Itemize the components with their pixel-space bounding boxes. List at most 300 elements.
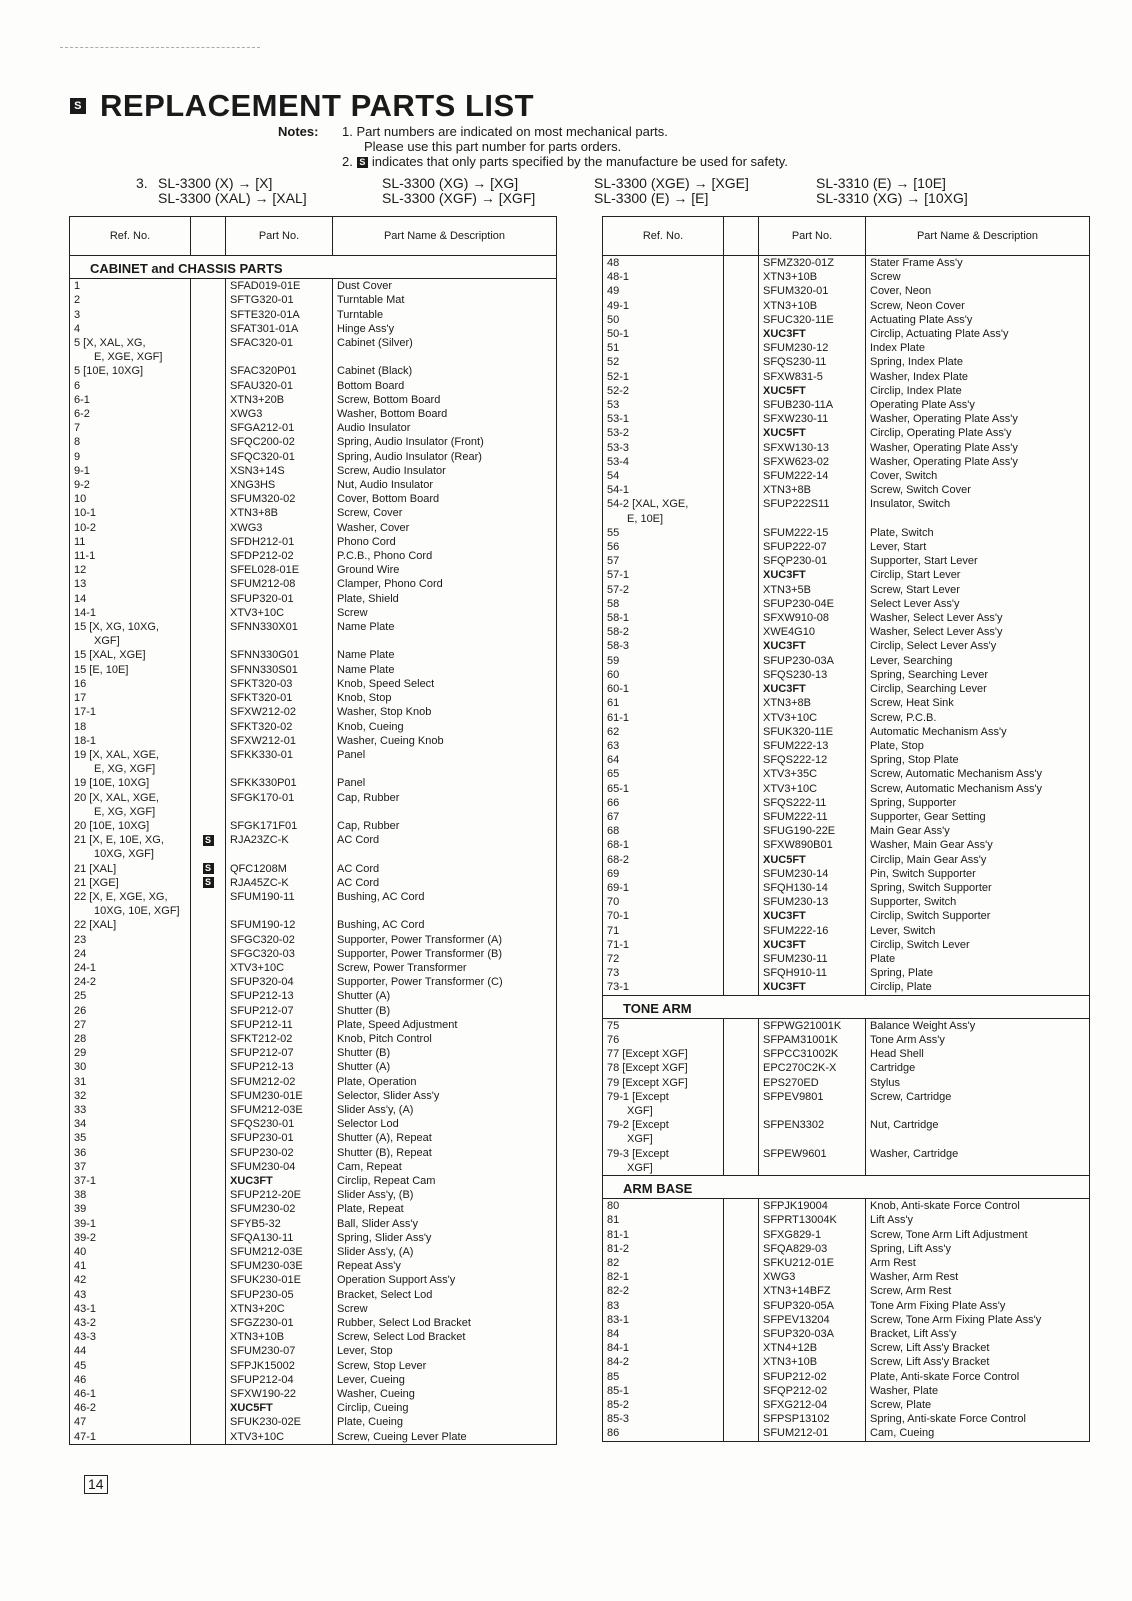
part-number: XWE4G10 (759, 625, 866, 639)
part-description (866, 1132, 1090, 1146)
safety-mark (724, 1076, 759, 1090)
part-number: SFUM230-03E (226, 1259, 333, 1273)
ref-number: 26 (74, 1004, 87, 1017)
table-row (603, 611, 1090, 625)
part-description: Screw, Cover (333, 506, 557, 520)
part-number: XTN3+14BFZ (759, 1284, 866, 1298)
safety-mark (191, 592, 226, 606)
part-number: SFGC320-03 (226, 947, 333, 961)
safety-mark (724, 1018, 759, 1033)
ref-number: 9-1 (74, 464, 90, 477)
part-number: SFUP212-13 (226, 989, 333, 1003)
safety-mark (724, 1256, 759, 1270)
safety-mark (724, 867, 759, 881)
part-number (759, 512, 866, 526)
part-description: Circlip, Main Gear Ass'y (866, 853, 1090, 867)
safety-mark-icon: S (357, 157, 368, 168)
part-description: Spring, Supporter (866, 796, 1090, 810)
safety-mark (724, 1398, 759, 1412)
safety-mark (191, 876, 226, 890)
part-description: Lever, Start (866, 540, 1090, 554)
part-description: Screw, Tone Arm Fixing Plate Ass'y (866, 1313, 1090, 1327)
table-row (603, 583, 1090, 597)
part-description: Washer, Operating Plate Ass'y (866, 455, 1090, 469)
part-number: SFUM222-11 (759, 810, 866, 824)
table-row (70, 492, 557, 506)
table-row (603, 455, 1090, 469)
safety-mark (191, 1288, 226, 1302)
ref-number: 71 (607, 924, 620, 937)
table-row (603, 895, 1090, 909)
part-description: Hinge Ass'y (333, 322, 557, 336)
part-number: SFKT320-02 (226, 720, 333, 734)
part-description: Circlip, Searching Lever (866, 682, 1090, 696)
ref-number: 52-1 (607, 370, 630, 383)
ref-number: 24-1 (74, 961, 97, 974)
part-number: SFUM222-13 (759, 739, 866, 753)
ref-number: 1 (74, 280, 81, 293)
safety-mark (191, 506, 226, 520)
ref-number: 70 (607, 896, 620, 909)
part-description: Dust Cover (333, 279, 557, 294)
table-row (70, 1103, 557, 1117)
safety-mark (724, 909, 759, 923)
ref-number: 43-1 (74, 1302, 97, 1315)
table-row (603, 1047, 1090, 1061)
table-row (70, 364, 557, 378)
table-row (70, 748, 557, 762)
part-description (333, 904, 557, 918)
part-number: SFGZ230-01 (226, 1316, 333, 1330)
part-description: Lever, Cueing (333, 1373, 557, 1387)
part-description: Selector Lod (333, 1117, 557, 1131)
ref-number: 13 (74, 578, 87, 591)
table-row (603, 1313, 1090, 1327)
model-map-xal: SL-3300 (XAL) → [XAL] (158, 190, 307, 206)
part-description: Cap, Rubber (333, 819, 557, 833)
table-row (70, 648, 557, 662)
table-row (603, 355, 1090, 369)
table-row (70, 1231, 557, 1245)
safety-mark (191, 535, 226, 549)
safety-mark (191, 1259, 226, 1273)
part-description: Screw, Audio Insulator (333, 464, 557, 478)
part-number: XUC3FT (759, 327, 866, 341)
ref-number: 63 (607, 739, 620, 752)
part-number: XTN3+20B (226, 393, 333, 407)
ref-number: 58-3 (607, 640, 630, 653)
part-number: XTN3+5B (759, 583, 866, 597)
ref-number: 47 (74, 1416, 87, 1429)
part-number: XTV3+10C (759, 711, 866, 725)
table-row (603, 824, 1090, 838)
part-number: SFTE320-01A (226, 308, 333, 322)
ref-number: 37-1 (74, 1175, 97, 1187)
safety-mark (724, 284, 759, 298)
safety-mark (191, 791, 226, 805)
part-number: SFUP212-13 (226, 1060, 333, 1074)
table-row (70, 705, 557, 719)
safety-mark (724, 1228, 759, 1242)
part-number: SFUP230-01 (226, 1131, 333, 1145)
table-row (603, 881, 1090, 895)
part-number: SFXW130-13 (759, 441, 866, 455)
part-number: SFUM222-15 (759, 526, 866, 540)
table-row (70, 805, 557, 819)
table-row (70, 606, 557, 620)
part-description (333, 350, 557, 364)
table-row (70, 791, 557, 805)
table-row (70, 918, 557, 932)
ref-number: 21 [XGE] (74, 876, 119, 889)
safety-mark (191, 1316, 226, 1330)
table-row (603, 1299, 1090, 1313)
part-description (333, 805, 557, 819)
table-row (70, 1188, 557, 1202)
table-row (603, 725, 1090, 739)
table-row (603, 1284, 1090, 1298)
part-number: SFKK330P01 (226, 776, 333, 790)
table-row (603, 1118, 1090, 1132)
part-description: Shutter (B), Repeat (333, 1146, 557, 1160)
table-row (70, 293, 557, 307)
part-number: XTV3+10C (226, 1430, 333, 1445)
model-map-x: SL-3300 (X) → [X] (158, 175, 273, 191)
section-title: ARM BASE (603, 1176, 1090, 1199)
ref-number: 22 [X, E, XGE, XG, (74, 890, 168, 903)
table-row (603, 1132, 1090, 1146)
part-number: SFKT320-01 (226, 691, 333, 705)
ref-number: 73 (607, 967, 620, 980)
part-number: SFPJK19004 (759, 1199, 866, 1214)
part-description: Pin, Switch Supporter (866, 867, 1090, 881)
safety-mark (191, 322, 226, 336)
ref-number: 52 (607, 356, 620, 369)
ref-number: 49-1 (607, 299, 630, 312)
safety-mark (191, 1415, 226, 1429)
part-number: XWG3 (226, 407, 333, 421)
ref-number: 9-2 (74, 479, 90, 492)
part-description: Spring, Anti-skate Force Control (866, 1412, 1090, 1426)
top-rule (60, 47, 260, 48)
part-number: SFUM230-11 (759, 952, 866, 966)
ref-number: 36 (74, 1146, 87, 1159)
table-row (603, 256, 1090, 271)
part-description: Main Gear Ass'y (866, 824, 1090, 838)
part-number: SFPCC31002K (759, 1047, 866, 1061)
part-number: SFPEV9801 (759, 1090, 866, 1104)
safety-mark (724, 1161, 759, 1176)
safety-mark (191, 677, 226, 691)
part-description: Knob, Stop (333, 691, 557, 705)
part-description: Shutter (A) (333, 1060, 557, 1074)
ref-number: 57 (607, 555, 620, 568)
ref-number: 57-2 (607, 583, 630, 596)
ref-number: 46-1 (74, 1388, 97, 1401)
ref-number: 14-1 (74, 606, 97, 619)
table-row (603, 753, 1090, 767)
safety-mark (191, 1075, 226, 1089)
part-description: Circlip, Repeat Cam (333, 1174, 557, 1188)
table-row (70, 1273, 557, 1287)
part-number: SFQS230-13 (759, 668, 866, 682)
part-number: SFXW230-11 (759, 412, 866, 426)
part-number: SFKT212-02 (226, 1032, 333, 1046)
table-row (603, 853, 1090, 867)
part-description: Screw (333, 606, 557, 620)
part-description: Tone Arm Fixing Plate Ass'y (866, 1299, 1090, 1313)
part-description: Ground Wire (333, 563, 557, 577)
part-description: Supporter, Power Transformer (B) (333, 947, 557, 961)
safety-mark (724, 739, 759, 753)
safety-mark (724, 980, 759, 995)
part-number: SFAU320-01 (226, 379, 333, 393)
table-row (70, 336, 557, 350)
part-number: SFQS230-11 (759, 355, 866, 369)
part-description: Screw, Automatic Mechanism Ass'y (866, 782, 1090, 796)
ref-number: 6-2 (74, 408, 90, 421)
part-description: Screw, Tone Arm Lift Adjustment (866, 1228, 1090, 1242)
safety-mark (191, 336, 226, 350)
table-row (70, 819, 557, 833)
ref-number: 30 (74, 1061, 87, 1074)
ref-number: 82 (607, 1257, 620, 1270)
part-number: SFUP230-02 (226, 1146, 333, 1160)
part-description: Lift Ass'y (866, 1213, 1090, 1227)
safety-mark (191, 521, 226, 535)
part-description: Screw, Arm Rest (866, 1284, 1090, 1298)
table-row (70, 720, 557, 734)
part-number (226, 634, 333, 648)
ref-number: 2 (74, 294, 81, 307)
ref-number: 34 (74, 1118, 87, 1131)
safety-mark (191, 663, 226, 677)
part-number: SFUP320-04 (226, 975, 333, 989)
part-description: Screw, Cartridge (866, 1090, 1090, 1104)
ref-number: 16 (74, 677, 87, 690)
safety-mark (724, 924, 759, 938)
safety-mark (724, 1132, 759, 1146)
part-description: Washer, Plate (866, 1384, 1090, 1398)
safety-mark (191, 734, 226, 748)
ref-number: 10XG, 10E, XGF] (94, 905, 180, 918)
safety-mark-icon: S (203, 835, 214, 846)
part-number: SFPEV13204 (759, 1313, 866, 1327)
ref-number: 79 [Except XGF] (607, 1076, 688, 1089)
safety-mark (724, 313, 759, 327)
safety-mark (191, 776, 226, 790)
part-description: Spring, Lift Ass'y (866, 1242, 1090, 1256)
table-row (603, 426, 1090, 440)
table-row (603, 867, 1090, 881)
table-row (603, 924, 1090, 938)
parts-table-left (69, 216, 557, 1445)
part-number: SFUM222-16 (759, 924, 866, 938)
safety-mark (191, 833, 226, 847)
part-description: Operating Plate Ass'y (866, 398, 1090, 412)
ref-number: 10-2 (74, 521, 97, 534)
part-description: Washer, Select Lever Ass'y (866, 625, 1090, 639)
part-number: SFUK320-11E (759, 725, 866, 739)
safety-mark (191, 1401, 226, 1415)
table-row (70, 1060, 557, 1074)
part-number: SFQC320-01 (226, 450, 333, 464)
ref-number: 68 (607, 825, 620, 838)
safety-mark (191, 1146, 226, 1160)
table-row (603, 909, 1090, 923)
part-number: XUC5FT (759, 426, 866, 440)
ref-number: 40 (74, 1246, 87, 1259)
table-row (70, 677, 557, 691)
safety-mark (724, 853, 759, 867)
part-description: Screw, Heat Sink (866, 696, 1090, 710)
safety-mark (191, 1131, 226, 1145)
part-number: XUC3FT (759, 682, 866, 696)
part-description: Plate, Cueing (333, 1415, 557, 1429)
part-number: XUC5FT (759, 853, 866, 867)
table-row (70, 734, 557, 748)
ref-number: 6-1 (74, 393, 90, 406)
ref-number: 27 (74, 1018, 87, 1031)
part-description: Supporter, Gear Setting (866, 810, 1090, 824)
part-number: SFUP212-02 (759, 1370, 866, 1384)
table-row (603, 512, 1090, 526)
safety-mark (724, 1299, 759, 1313)
table-row (603, 838, 1090, 852)
part-number: SFXW890B01 (759, 838, 866, 852)
safety-mark (724, 682, 759, 696)
safety-mark (724, 1426, 759, 1441)
part-number: XUC3FT (759, 568, 866, 582)
table-row (603, 654, 1090, 668)
ref-number: 61 (607, 697, 620, 710)
part-description: Spring, Stop Plate (866, 753, 1090, 767)
part-description: Supporter, Power Transformer (C) (333, 975, 557, 989)
part-description: Stater Frame Ass'y (866, 256, 1090, 271)
table-row (603, 313, 1090, 327)
ref-number: 44 (74, 1345, 87, 1358)
ref-number: 48 (607, 257, 620, 269)
part-number: SFNN330G01 (226, 648, 333, 662)
safety-mark (724, 1104, 759, 1118)
safety-mark (724, 838, 759, 852)
safety-mark (724, 597, 759, 611)
part-description: Arm Rest (866, 1256, 1090, 1270)
table-row (70, 1401, 557, 1415)
table-row (70, 322, 557, 336)
safety-mark-icon: S (203, 863, 214, 874)
part-description: Spring, Audio Insulator (Front) (333, 435, 557, 449)
safety-mark (724, 810, 759, 824)
part-description: Washer, Index Plate (866, 370, 1090, 384)
ref-number: 23 (74, 933, 87, 946)
part-number: SFUP222-07 (759, 540, 866, 554)
part-number: SFUM230-04 (226, 1160, 333, 1174)
safety-mark (191, 691, 226, 705)
part-description: Circlip, Plate (866, 980, 1090, 995)
table-row (603, 739, 1090, 753)
ref-number: 9 (74, 450, 81, 463)
table-row (603, 1061, 1090, 1075)
ref-number: 68-1 (607, 839, 630, 852)
ref-number: 15 [X, XG, 10XG, (74, 621, 159, 634)
ref-number: 84-2 (607, 1356, 630, 1369)
part-number (226, 762, 333, 776)
table-row (603, 540, 1090, 554)
safety-mark (191, 1046, 226, 1060)
part-description: Washer, Stop Knob (333, 705, 557, 719)
part-description: Repeat Ass'y (333, 1259, 557, 1273)
ref-number: 82-1 (607, 1271, 630, 1284)
table-row (70, 450, 557, 464)
note-2-number: 2. (342, 154, 353, 169)
ref-number: 54-2 [XAL, XGE, (607, 498, 689, 511)
part-description (333, 762, 557, 776)
table-row (70, 577, 557, 591)
part-number: SFUG190-22E (759, 824, 866, 838)
part-description: Cam, Repeat (333, 1160, 557, 1174)
part-description: Bushing, AC Cord (333, 890, 557, 904)
part-number: SFNN330S01 (226, 663, 333, 677)
table-row (70, 535, 557, 549)
part-number: SFUP212-11 (226, 1018, 333, 1032)
table-row (603, 270, 1090, 284)
part-description: Screw, Neon Cover (866, 299, 1090, 313)
part-number: SFQA829-03 (759, 1242, 866, 1256)
ref-number: XGF] (627, 1161, 653, 1174)
safety-mark (724, 696, 759, 710)
page-title-text: REPLACEMENT PARTS LIST (100, 88, 535, 123)
safety-mark (724, 796, 759, 810)
table-row (603, 796, 1090, 810)
ref-number: 69-1 (607, 881, 630, 894)
ref-number: 53 (607, 399, 620, 412)
ref-number: 38 (74, 1189, 87, 1202)
part-description: Lever, Stop (333, 1344, 557, 1358)
ref-number: 52-2 (607, 384, 630, 397)
part-number: XUC3FT (759, 639, 866, 653)
safety-mark (724, 1199, 759, 1214)
ref-number: 10-1 (74, 507, 97, 520)
ref-number: 11 (74, 535, 86, 548)
part-description (333, 847, 557, 861)
ref-number: 65-1 (607, 782, 630, 795)
table-row (70, 1174, 557, 1188)
ref-number: 67 (607, 810, 620, 823)
part-number: SFPWG21001K (759, 1018, 866, 1033)
safety-mark (724, 1284, 759, 1298)
part-number: SFUP320-05A (759, 1299, 866, 1313)
table-row (603, 1384, 1090, 1398)
part-description: Spring, Searching Lever (866, 668, 1090, 682)
part-number: SFUM230-13 (759, 895, 866, 909)
part-number: XTV3+35C (759, 767, 866, 781)
table-row (70, 1302, 557, 1316)
part-description: Circlip, Actuating Plate Ass'y (866, 327, 1090, 341)
safety-mark (191, 450, 226, 464)
table-row (70, 1018, 557, 1032)
safety-mark (191, 961, 226, 975)
table-row (603, 568, 1090, 582)
safety-mark-icon: S (203, 877, 214, 888)
page-title (70, 88, 534, 124)
safety-mark (724, 256, 759, 271)
part-number (759, 1132, 866, 1146)
part-number (759, 1161, 866, 1176)
part-number: SFUM212-08 (226, 577, 333, 591)
safety-mark (724, 1341, 759, 1355)
section-heading (603, 995, 1090, 1018)
